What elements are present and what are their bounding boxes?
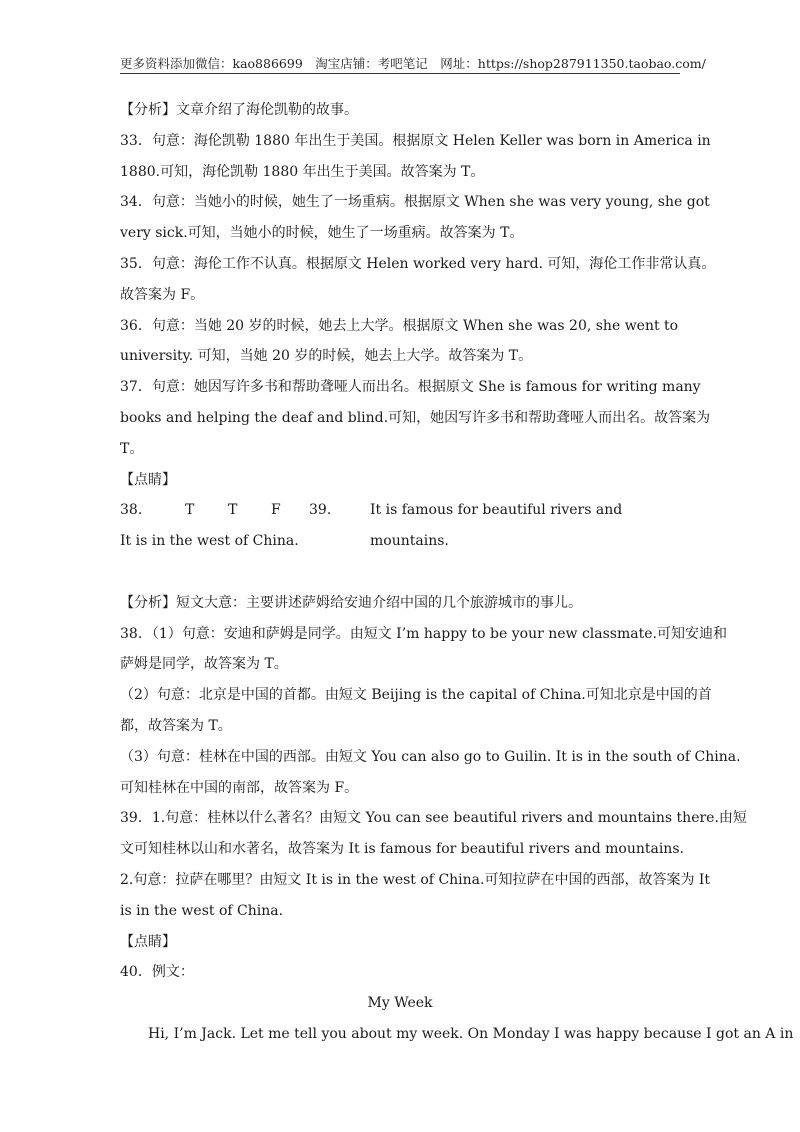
text-line: 可知桂林在中国的南部，故答案为 F。	[120, 779, 359, 796]
text-line: 萨姆是同学，故答案为 T。	[120, 656, 288, 673]
text-line: 34．句意：当她小的时候，她生了一场重病。根据原文 When she was very young, she got	[120, 194, 710, 211]
text-line: 【分析】短文大意：主要讲述萨姆给安迪介绍中国的几个旅游城市的事儿。	[120, 594, 582, 611]
text-line: university. 可知，当她 20 岁的时候，她去上大学。故答案为 T。	[120, 348, 533, 365]
answer-value: T	[185, 502, 195, 519]
answer-value: It is famous for beautiful rivers and mountains.	[370, 502, 623, 550]
blank-line	[120, 557, 680, 588]
answer-value: T	[228, 502, 238, 519]
text-line: very sick.可知，当她小的时候，她生了一场重病。故答案为 T。	[120, 225, 524, 242]
text-line: 【分析】文章介绍了海伦凯勒的故事。	[120, 102, 358, 118]
text-line: （2）句意：北京是中国的首都。由短文 Beijing is the capital of China.可知北京是中国的首	[120, 687, 712, 704]
text-line: books and helping the deaf and blind.可知，她因写许多书和帮助聋哑人而出名。故答案为	[120, 409, 711, 426]
text-line: 【点睛】	[120, 471, 176, 488]
essay-text-line: Hi, I’m Jack. Let me tell you about my week. On Monday I was happy because I got an A in	[148, 1025, 794, 1042]
text-line: 36．句意：当她 20 岁的时候，她去上大学。根据原文 When she was 20, she went to	[120, 317, 679, 334]
question-number: 38.	[120, 502, 143, 519]
text-line: T。	[120, 440, 144, 457]
text-line: 37．句意：她因写许多书和帮助聋哑人而出名。根据原文 She is famous for writing many	[120, 379, 701, 396]
text-line: It is in the west of China.	[120, 533, 299, 550]
text-line: 【点睛】	[120, 933, 176, 950]
answer-content	[120, 95, 794, 1050]
text-line: 故答案为 F。	[120, 286, 205, 303]
text-line: 39．1.句意：桂林以什么著名？由短文 You can see beautiful rivers and mountains there.由短	[120, 810, 747, 827]
text-line: 38．（1）句意：安迪和萨姆是同学。由短文 I’m happy to be your new classmate.可知安迪和	[120, 625, 727, 642]
header-divider	[120, 73, 680, 74]
text-line: 33．句意：海伦凯勒 1880 年出生于美国。根据原文 Helen Keller was born in America in	[120, 132, 711, 149]
text-line: 1880.可知，海伦凯勒 1880 年出生于美国。故答案为 T。	[120, 163, 485, 180]
answer-value: F	[271, 502, 281, 519]
essay-title: My Week	[367, 995, 433, 1012]
page-header: 更多资料添加微信：kao886699 淘宝店铺：考吧笔记 网址：https://shop287911350.taobao.com/	[120, 56, 706, 71]
text-line: 2.句意：拉萨在哪里？由短文 It is in the west of China.可知拉萨在中国的西部，故答案为 It	[120, 871, 711, 888]
text-line: 40．例文：	[120, 964, 194, 981]
question-number: 39.	[309, 502, 332, 519]
text-line: （3）句意：桂林在中国的西部。由短文 You can also go to Guilin. It is in the south of China.	[120, 748, 741, 765]
text-line: is in the west of China.	[120, 902, 284, 919]
text-line: 35．句意：海伦工作不认真。根据原文 Helen worked very hard. 可知，海伦工作非常认真。	[120, 255, 716, 272]
text-line: 都，故答案为 T。	[120, 717, 232, 734]
text-line: 文可知桂林以山和水著名，故答案为 It is famous for beautiful rivers and mountains.	[120, 841, 684, 858]
